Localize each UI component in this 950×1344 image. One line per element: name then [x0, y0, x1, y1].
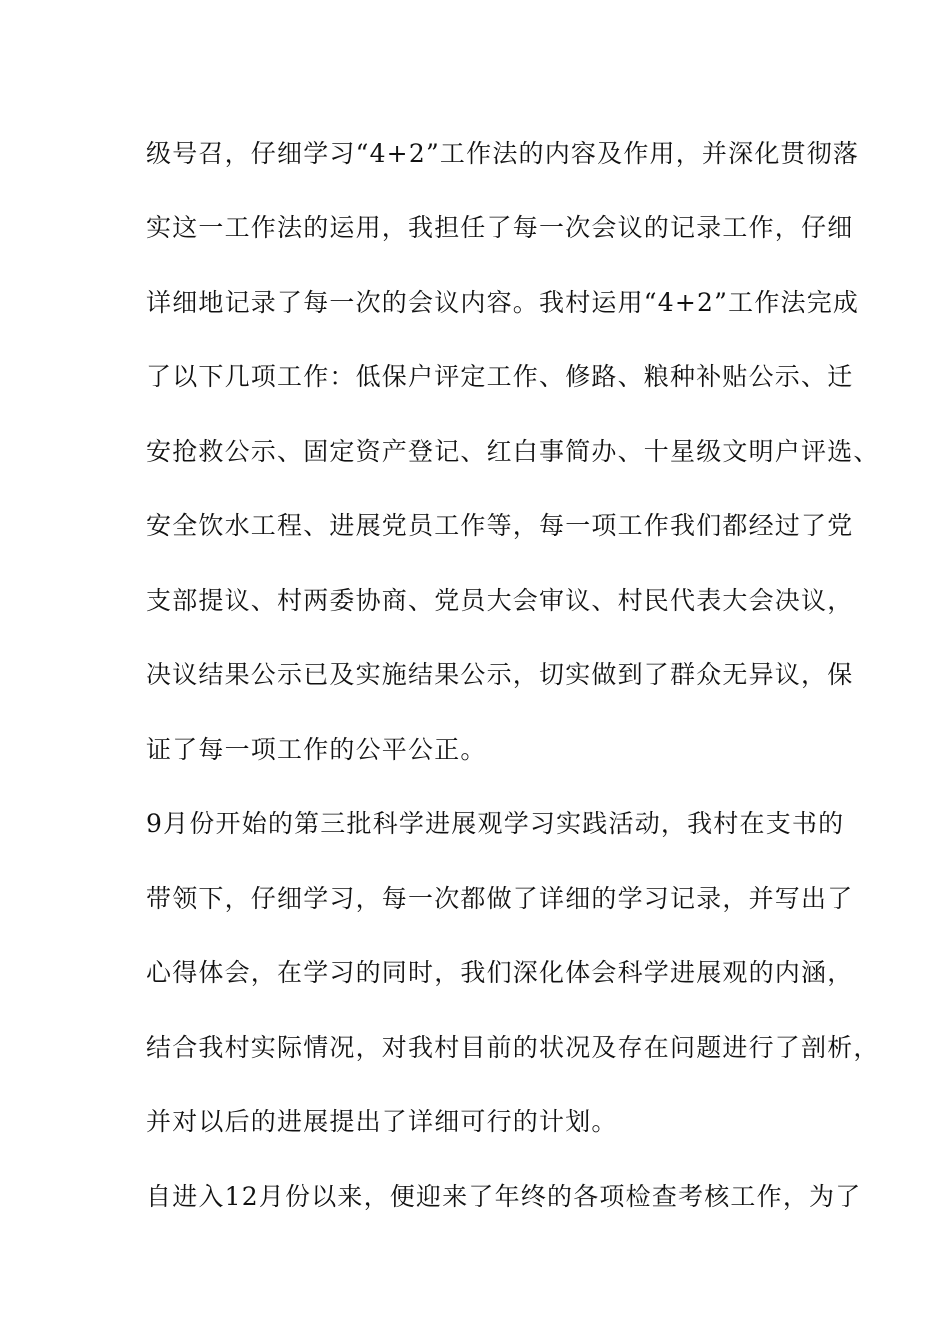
text-line: 带领下，仔细学习，每一次都做了详细的学习记录，并写出了	[146, 884, 854, 913]
text-line: 自进入12月份以来，便迎来了年终的各项检查考核工作，为了	[146, 1182, 862, 1211]
text-line: 决议结果公示已及实施结果公示，切实做到了群众无异议，保	[146, 660, 854, 689]
text-line: 安抢救公示、固定资产登记、红白事简办、十星级文明户评选、	[146, 437, 880, 466]
text-line: 心得体会，在学习的同时，我们深化体会科学进展观的内涵，	[146, 958, 854, 987]
text-line: 详细地记录了每一次的会议内容。我村运用“4+2”工作法完成	[146, 288, 860, 317]
text-line: 证了每一项工作的公平公正。	[146, 735, 487, 764]
text-line: 结合我村实际情况，对我村目前的状况及存在问题进行了剖析，	[146, 1033, 880, 1062]
text-line: 实这一工作法的运用，我担任了每一次会议的记录工作，仔细	[146, 213, 854, 242]
text-line: 并对以后的进展提出了详细可行的计划。	[146, 1107, 618, 1136]
text-line: 级号召，仔细学习“4+2”工作法的内容及作用，并深化贯彻落	[146, 139, 860, 168]
text-line: 了以下几项工作：低保户评定工作、修路、粮种补贴公示、迁	[146, 362, 854, 391]
text-line: 安全饮水工程、进展党员工作等，每一项工作我们都经过了党	[146, 511, 854, 540]
text-line: 9月份开始的第三批科学进展观学习实践活动，我村在支书的	[146, 809, 845, 838]
text-line: 支部提议、村两委协商、党员大会审议、村民代表大会决议，	[146, 586, 854, 615]
